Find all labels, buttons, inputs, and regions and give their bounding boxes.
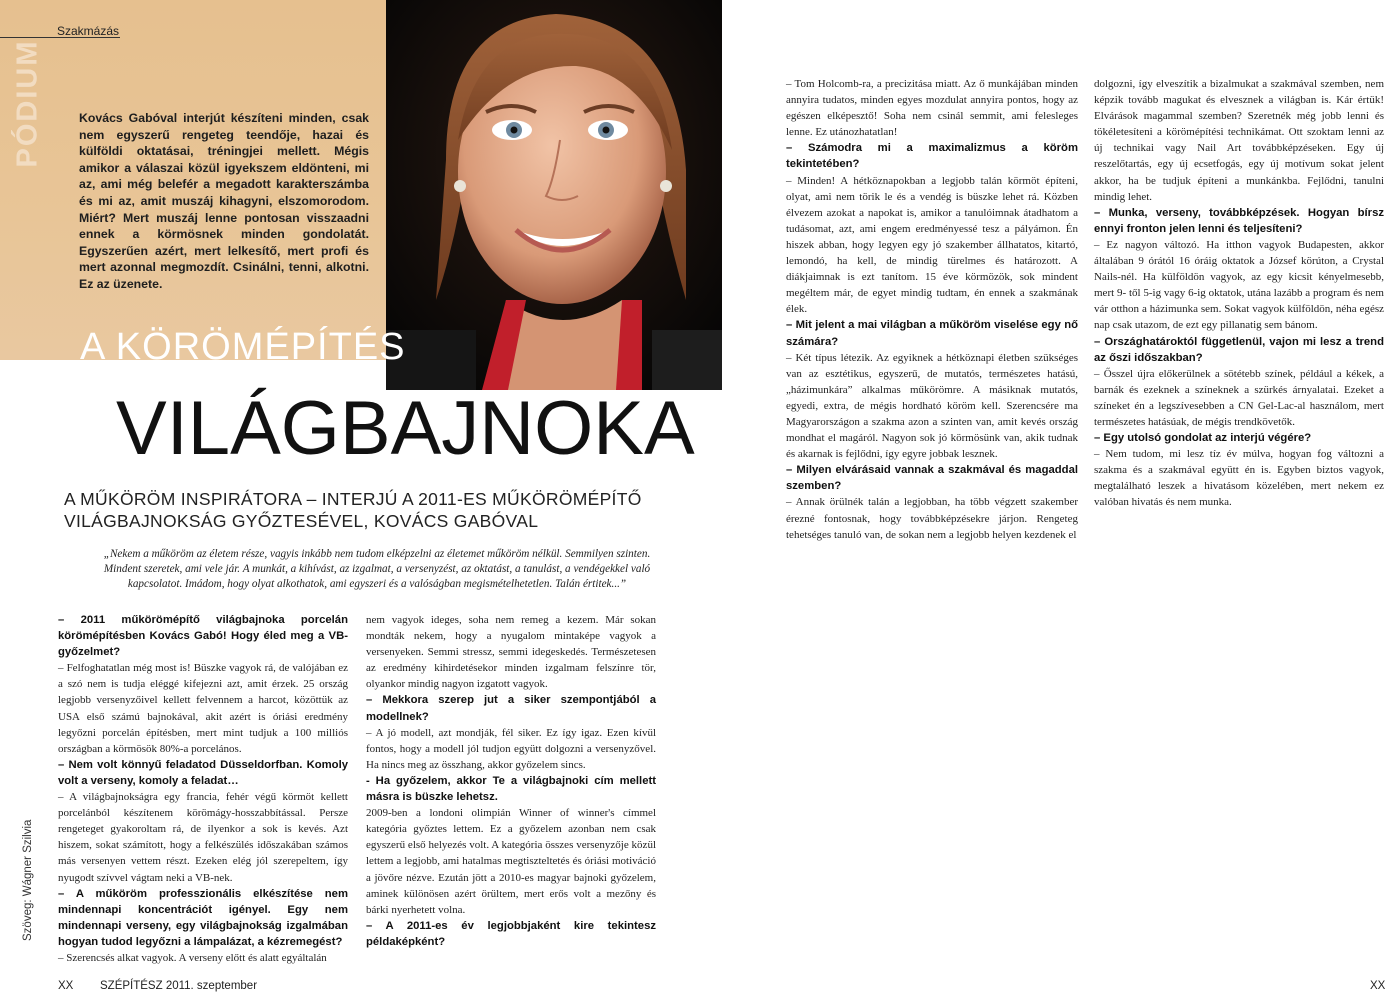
portrait-illustration [386, 0, 722, 390]
answer: – Nem tudom, mi lesz tíz év múlva, hogyan fog változni a szakma és a szakmával együtt én is. Egyben biztos vagyok, megtalálható leszek a hivatásom közelében, mert nekem ez valóban hivatás és nem munka. [1094, 448, 1384, 509]
question: – Milyen elvárásaid vannak a szakmával és magaddal szemben? [786, 464, 1078, 493]
podium-label: PÓDIUM [11, 39, 44, 168]
answer: – Szerencsés alkat vagyok. A verseny előtt és alatt egyáltalán [58, 951, 327, 964]
pull-quote: „Nekem a műköröm az életem része, vagyis inkább nem tudom elképzelni az életemet műköröm nélkül. Semmilyen szinten. Mindent szeretek, ami vele jár. A munkát, a kihívást, az izgalmat, a versenyzést, az oktatást, a tanulást, a vendégekkel való kapcsolatot. Imádom, hogy olyat alkothatok, ami egyszeri és a valóságban megismételhetetlen. Talán értitek...” [103, 548, 651, 590]
answer: 2009-ben a londoni olimpián Winner of winner's címmel kategória győztes lettem. Ez a győzelem azonban nem csak egyszerű első helyezés volt. A kategória összes versenyzője közül lettem a legjobb, ami hatalmas megtiszteltetés és óriási motiváció a jövőre nézve. Ezután jött a 2010-es magyar bajnoki győzelem, aminek különösen azért örültem, mert erős volt a mezőny és bárki nyerhetett volna. [366, 807, 656, 916]
lead-paragraph: Kovács Gabóval interjút készíteni minden, csak nem egyszerű rengeteg teendője, hazai és külföldi oktatásai, tréningjei mellett. Mégis amikor a válaszai közül igyekszem eldönteni, mi az, ami még belefér a megadott karakterszámba és mi az, amit muszáj kihagyni, elszomorodom. Miért? Mert muszáj lenne pontosan visszaadni ennek a körmösnek minden gondolatát. Egyszerűen azért, mert lelkesítő, mert profi és mert azonnal megmozdít. Csinálni, tenni, alkotni. Ez az üzenete. [79, 111, 369, 291]
question: – 2011 műkörömépítő világbajnoka porcelán körömépítésben Kovács Gabó! Hogy éled meg a VB-győzelmet? [58, 614, 348, 659]
question: - Ha győzelem, akkor Te a világbajnoki cím mellett másra is büszke lehetsz. [366, 774, 656, 804]
answer: – Felfoghatatlan még most is! Büszke vagyok rá, de valójában ez a szó nem is tudja eléggé kifejezni azt, amit érzek. 25 ország legjobb versenyzőivel kellett felvennem a harcot, közöttük az USA első számú bajnokával, akit azért is óriási eredmény legyőzni porcelán építésben, mert mint tudjuk a 100 milliós országban a körmösök 80%-a porcelános. [58, 662, 348, 755]
page-number-left: XX [58, 980, 74, 992]
question: – Mekkora szerep jut a siker szempontjából a modellnek? [366, 694, 656, 723]
answer: nem vagyok ideges, soha nem remeg a kezem. Már sokan mondták nekem, hogy a nyugalom mintaképe vagyok a versenyeken. Semmi stressz, semmi idegeskedés. Természetesen az eredmény kihirdetésekor minden izgalmam felszínre tör, olyankor mindig nagyon izgatott vagyok. [366, 614, 656, 691]
question: – Egy utolsó gondolat az interjú végére? [1094, 432, 1312, 445]
answer: – Két típus létezik. Az egyiknek a hétköznapi életben szükséges van az esztétikus, egyszerű, de mutatós, természetes hatású, „házimunkára” alkalmas műkörömre. A másiknak mutatós, egyedi, extra, de mégis hordható köröm kell. Szerencsére ma Magyarországon a szakma azon a szinten van, amit kevés ország mondhat el magáról. Nagyon sok jó körmösünk van, akik tudnak és akarnak is fejlődni, így egyre jobbak lesznek. [786, 351, 1078, 461]
answer: – A jó modell, azt mondják, fél siker. Ez így igaz. Ezen kívül fontos, hogy a modell jól tudjon együtt dolgozni a versenyzővel. Ha nincs meg az összhang, akkor győzelem sincs. [366, 726, 656, 771]
headline-line1: A KÖRÖMÉPÍTÉS [80, 326, 406, 368]
question: – Országhatároktól függetlenül, vajon mi lesz a trend az őszi időszakban? [1094, 335, 1384, 364]
answer: – Ez nagyon változó. Ha itthon vagyok Budapesten, akkor általában 9 órától 16 óráig oktatok a József körúton, a Crystal Nails-nél. Ha külföldön vagyok, az egy kicsit kényelmesebb, mert 9- től 5-ig vagy 6-ig oktatok, utána lazább a program és nem vár otthon a házimunka sem. Sokat vagyok külföldön, néha egész nap csak utazom, de ezt egy pillanatig sem bánom. [1094, 238, 1384, 332]
section-label: Szakmázás [57, 24, 120, 38]
text-column-3 [786, 76, 1078, 543]
headline-line2: VILÁGBAJNOKA [116, 386, 695, 471]
subtitle: A MŰKÖRÖM INSPIRÁTORA – INTERJÚ A 2011-ES MŰKÖRÖMÉPÍTŐ VILÁGBAJNOKSÁG GYŐZTESÉVEL, KOVÁCS GABÓVAL [64, 489, 642, 531]
question: – Munka, verseny, továbbképzések. Hogyan bírsz ennyi fronton jelen lenni és teljesíteni? [1094, 206, 1384, 235]
answer: – Tom Holcomb-ra, a precizitása miatt. Az ő munkájában minden annyira tudatos, minden egyes mozdulat annyira pontos, hogy az egészen elképesztő! Soha nem csinál semmit, ami felesleges lenne. Ez utánozhatatlan! [786, 78, 1078, 139]
answer: dolgozni, így elveszítik a bizalmukat a szakmával szemben, nem képzik tovább magukat és elvesznek a világban is. Kár értük! Elvárások magammal szemben? Szeretnék még jobb lenni és tökéletesíteni a körömépítési technikámat. Ott szoktam lenni az új technikai vagy Nail Art továbbképzéseken. Egy új reszelőtartás, egy új ecsetfogás, egy új motívum sokat jelent akkor, ha be tudjuk építeni a munkánkba. Fejlődni, tanulni mindig lehet. [1094, 78, 1384, 203]
page-number-right: XX [1370, 980, 1386, 992]
answer: – A világbajnokságra egy francia, fehér végű körmöt kellett porcelánból készítenem körömágy-hosszabbítással. Persze rengeteget gyakoroltam rá, de ilyenkor a sok is kevés. Azt hiszem, sokat számított, hogy a felkészülés időszakában számos más versenyen vettem részt. Ezeken elég jól szerepeltem, így nyugodt szívvel vágtam neki a VB-nek. [58, 791, 348, 884]
text-column-1 [58, 612, 348, 966]
magazine-name: SZÉPÍTÉSZ 2011. szeptember [100, 980, 258, 992]
author-credit: Szöveg: Wágner Szilvia [22, 819, 34, 941]
portrait-photo [386, 0, 722, 390]
answer: – Annak örülnék talán a legjobban, ha több végzett szakember érezné fontosnak, hogy továbbképzésekre járjon. Rengeteg tehetséges tanuló van, de sokan nem a legjobb helyen kezdenek el [786, 496, 1078, 541]
question: – A 2011-es év legjobbjaként kire tekintesz példaképként? [366, 919, 656, 948]
text-column-4 [1094, 76, 1384, 511]
answer: – Ősszel újra előkerülnek a sötétebb színek, például a kékek, a barnák és ezeknek a színeknek a szürkés árnyalatai. Ezeket a színeket én a legszívesebben a CN Gel-Lac-al használom, mert természetes hatásúak, de mégis trendkövetők. [1094, 367, 1384, 428]
text-column-2 [366, 612, 656, 950]
question: – Mit jelent a mai világban a műköröm viselése egy nő számára? [786, 319, 1078, 348]
question: – Számodra mi a maximalizmus a köröm tekintetében? [786, 142, 1078, 171]
answer: – Minden! A hétköznapokban a legjobb talán körmöt építeni, olyat, ami nem törik le és a vendég is büszke lehet rá. Közben élvezem azokat a napokat is, amikor a tanulóimnak átadhatom a tudásomat, azt, ami engem eredményessé tesz a pályámon. Én hiszek abban, hogy legyen egy jó szakember állhatatos, kitartó, lemondó, ha kell, de mindig türelmes és határozott. A diákjaimnak is ezt tanítom. 15 éve körmözök, sok mindent megéltem már, de egyet mindig tudtam, én ennek a szakmának élek. [786, 174, 1078, 316]
question: – Nem volt könnyű feladatod Düsseldorfban. Komoly volt a verseny, komoly a feladat… [58, 758, 348, 787]
question: – A műköröm professzionális elkészítése nem mindennapi koncentrációt igényel. Egy nem mindennapi verseny, egy világbajnokság izgalmában hogyan tudod legyőzni a lámpalázat, a kézremegést? [58, 887, 348, 948]
